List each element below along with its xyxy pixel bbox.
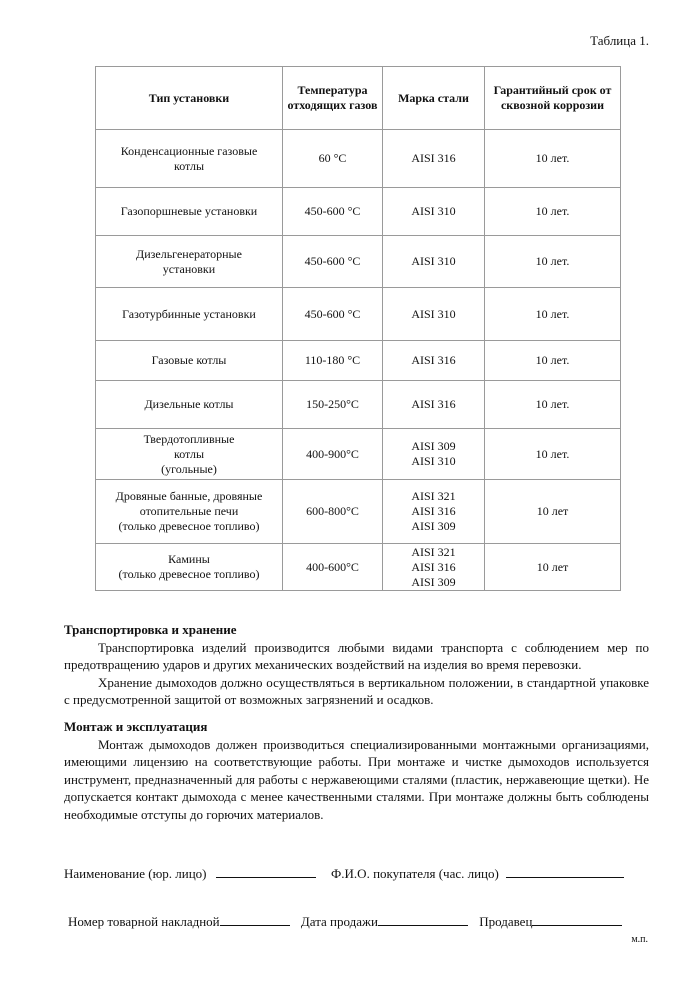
cell-type: Дизельные котлы [96, 381, 283, 429]
table-row [96, 341, 621, 381]
cell-temperature: 400-900°C [283, 429, 383, 480]
cell-type: Камины (только древесное топливо) [96, 544, 283, 591]
table-row [96, 480, 621, 544]
table-row [96, 288, 621, 341]
legal-entity-label: Наименование (юр. лицо) [64, 866, 207, 881]
cell-temperature: 110-180 °C [283, 341, 383, 381]
cell-steel: AISI 316 [383, 341, 485, 381]
table-header-row [96, 67, 621, 130]
warranty-table [95, 66, 621, 591]
transport-paragraph: Транспортировка изделий производится любыми видами транспорта с соблюдением мер по предотвращению ударов и других механических воздействий на изделия во время перевозки. [64, 639, 649, 672]
header-warranty: Гарантийный срок от сквозной коррозии [485, 67, 621, 130]
cell-warranty: 10 лет. [485, 236, 621, 288]
buyer-name-blank[interactable] [506, 865, 624, 878]
cell-warranty: 10 лет [485, 480, 621, 544]
cell-warranty: 10 лет. [485, 188, 621, 236]
legal-entity-blank[interactable] [216, 865, 316, 878]
cell-steel: AISI 309 AISI 310 [383, 429, 485, 480]
cell-warranty: 10 лет. [485, 130, 621, 188]
table-row [96, 429, 621, 480]
seller-blank[interactable] [532, 913, 622, 926]
cell-temperature: 600-800°C [283, 480, 383, 544]
cell-warranty: 10 лет. [485, 288, 621, 341]
cell-warranty: 10 лет [485, 544, 621, 591]
stamp-place-label: м.п. [631, 934, 648, 945]
table-row [96, 544, 621, 591]
cell-type: Газотурбинные установки [96, 288, 283, 341]
cell-type: Конденсационные газовые котлы [96, 130, 283, 188]
invoice-number-blank[interactable] [220, 913, 290, 926]
cell-temperature: 450-600 °C [283, 236, 383, 288]
header-type: Тип установки [96, 67, 283, 130]
cell-temperature: 150-250°C [283, 381, 383, 429]
cell-temperature: 450-600 °C [283, 288, 383, 341]
cell-steel: AISI 310 [383, 288, 485, 341]
cell-warranty: 10 лет. [485, 341, 621, 381]
transport-heading: Транспортировка и хранение [64, 622, 237, 637]
cell-type: Твердотопливные котлы (угольные) [96, 429, 283, 480]
seller-label: Продавец [479, 914, 533, 929]
cell-temperature: 450-600 °C [283, 188, 383, 236]
cell-steel: AISI 316 [383, 381, 485, 429]
cell-steel: AISI 321 AISI 316 AISI 309 [383, 544, 485, 591]
sale-date-blank[interactable] [378, 913, 468, 926]
mounting-paragraph: Монтаж дымоходов должен производиться специализированными монтажными организациями, имеющими лицензию на соответствующие работы. При монтаже и чистке дымоходов используется инструмент, предназначенный для работы с нержавеющими сталями (пластик, нержавеющие щетки). Не допускается контакт дымохода с менее качественными сталями. При монтаже должны быть соблюдены необходимые отступы до горючих материалов. [64, 736, 649, 822]
mounting-section [64, 718, 649, 823]
cell-warranty: 10 лет. [485, 429, 621, 480]
cell-warranty: 10 лет. [485, 381, 621, 429]
sale-line [68, 913, 622, 930]
cell-steel: AISI 310 [383, 236, 485, 288]
cell-type: Газовые котлы [96, 341, 283, 381]
table-caption: Таблица 1. [590, 33, 649, 48]
header-steel: Марка стали [383, 67, 485, 130]
table-row [96, 188, 621, 236]
header-temperature: Температура отходящих газов [283, 67, 383, 130]
buyer-line [64, 865, 624, 882]
storage-paragraph: Хранение дымоходов должно осуществляться в вертикальном положении, в стандартной упаковке с предусмотренной защитой от возможных загрязнений и осадков. [64, 674, 649, 707]
table-row [96, 130, 621, 188]
cell-steel: AISI 316 [383, 130, 485, 188]
table-row [96, 381, 621, 429]
sale-date-label: Дата продажи [300, 914, 378, 929]
cell-steel: AISI 321 AISI 316 AISI 309 [383, 480, 485, 544]
cell-steel: AISI 310 [383, 188, 485, 236]
invoice-number-label: Номер товарной накладной [68, 914, 220, 929]
cell-type: Газопоршневые установки [96, 188, 283, 236]
cell-type: Дизельгенераторные установки [96, 236, 283, 288]
mounting-heading: Монтаж и эксплуатация [64, 719, 208, 734]
transport-section [64, 621, 649, 709]
cell-temperature: 60 °C [283, 130, 383, 188]
cell-temperature: 400-600°C [283, 544, 383, 591]
table-row [96, 236, 621, 288]
cell-type: Дровяные банные, дровяные отопительные печи (только древесное топливо) [96, 480, 283, 544]
buyer-name-label: Ф.И.О. покупателя (час. лицо) [331, 866, 499, 881]
